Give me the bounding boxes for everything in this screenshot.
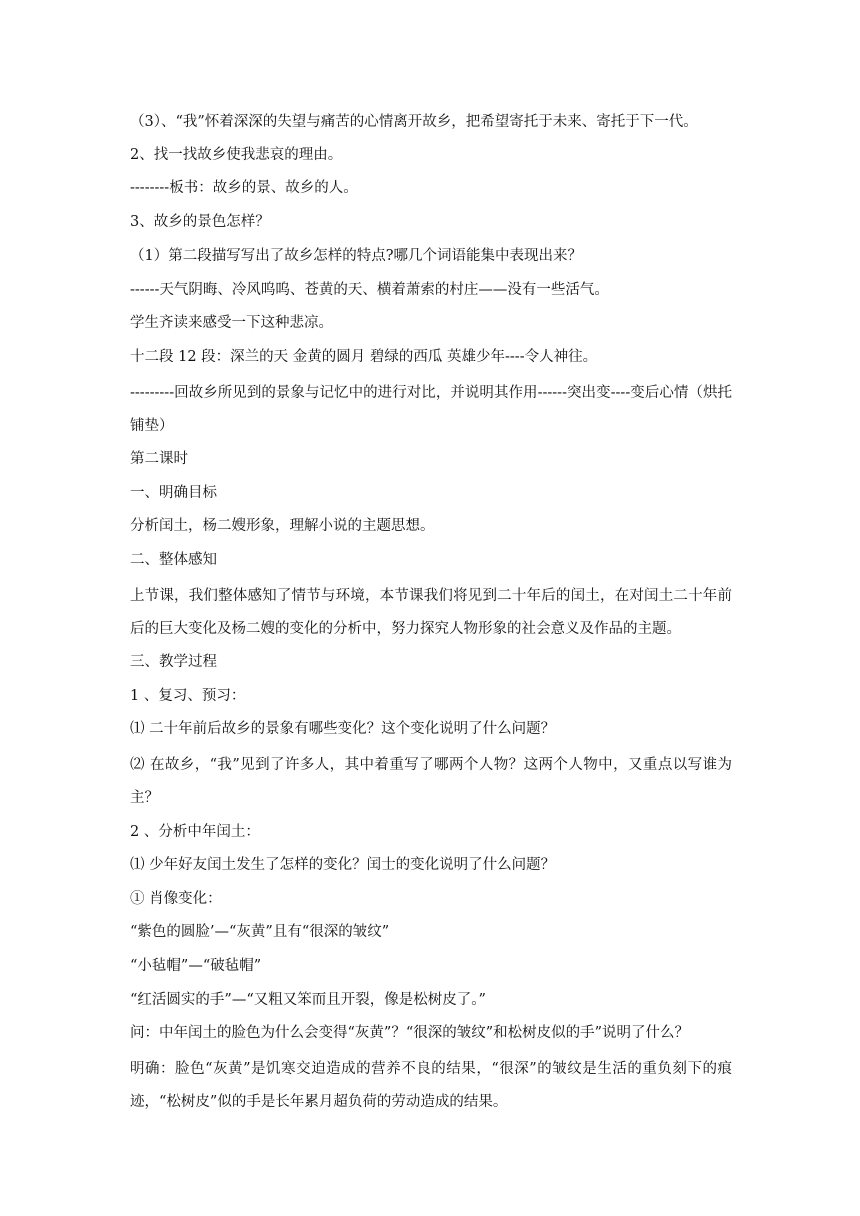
section-heading: 一、明确目标 (130, 485, 217, 501)
text-line: --------板书：故乡的景、故乡的人。 (130, 180, 358, 196)
text-line: 2 、分析中年闰土： (130, 824, 260, 840)
text-line: 十二段 12 段：深兰的天 金黄的圆月 碧绿的西瓜 英雄少年----令人神往。 (130, 349, 598, 365)
text-line: ------天气阴晦、冷风呜呜、苍黄的天、横着萧索的村庄——没有一些活气。 (130, 282, 609, 298)
text-line: “小毡帽”—“破毡帽” (130, 958, 262, 974)
text-line: “红活圆实的手”—“又粗又笨而且开裂，像是松树皮了。” (130, 992, 486, 1008)
text-paragraph: 上节课，我们整体感知了情节与环境，本节课我们将见到二十年后的闰土，在对闰土二十年前后的巨大变化及杨二嫂的变化的分析中，努力探究人物形象的社会意义及作品的主题。 (130, 588, 732, 637)
text-line: ⑴ 二十年前后故乡的景象有哪些变化？这个变化说明了什么问题？ (130, 721, 556, 737)
text-line: “紫色的圆脸’—“灰黄”且有“很深的皱纹” (130, 924, 390, 940)
text-line: （3）、“我”怀着深深的失望与痛苦的心情离开故乡，把希望寄托于未来、寄托于下一代。 (130, 114, 698, 130)
text-line: ① 肖像变化： (130, 891, 222, 907)
text-line: 问：中年闰土的脸色为什么会变得“灰黄”？“很深的皱纹”和松树皮似的手”说明了什么？ (130, 1025, 690, 1041)
text-line: 3、故乡的景色怎样？ (130, 214, 270, 230)
section-heading: 第二课时 (130, 451, 188, 467)
section-heading: 三、教学过程 (130, 654, 217, 670)
text-paragraph: ---------回故乡所见到的景象与记忆中的进行对比，并说明其作用------突出变----变后心情（烘托铺垫） (130, 385, 732, 434)
section-heading: 二、整体感知 (130, 552, 217, 568)
text-paragraph: ⑵ 在故乡，“我”见到了许多人，其中着重写了哪两个人物？这两个人物中，又重点以写谁为主？ (130, 757, 732, 806)
text-line: 分析闰土，杨二嫂形象，理解小说的主题思想。 (130, 518, 435, 534)
text-line: （1）第二段描写写出了故乡怎样的特点?哪几个词语能集中表现出来？ (130, 248, 582, 264)
text-line: 2、找一找故乡使我悲哀的理由。 (130, 147, 343, 163)
text-line: ⑴ 少年好友闰土发生了怎样的变化？闰士的变化说明了什么问题？ (130, 857, 556, 873)
text-line: 学生齐读来感受一下这种悲凉。 (130, 315, 333, 331)
text-paragraph: 明确：脸色“灰黄”是饥寒交迫造成的营养不良的结果，“很深”的皱纹是生活的重负刻下的痕迹，“松树皮”似的手是长年累月超负荷的劳动造成的结果。 (130, 1061, 732, 1110)
text-line: 1 、复习、预习： (130, 688, 246, 704)
